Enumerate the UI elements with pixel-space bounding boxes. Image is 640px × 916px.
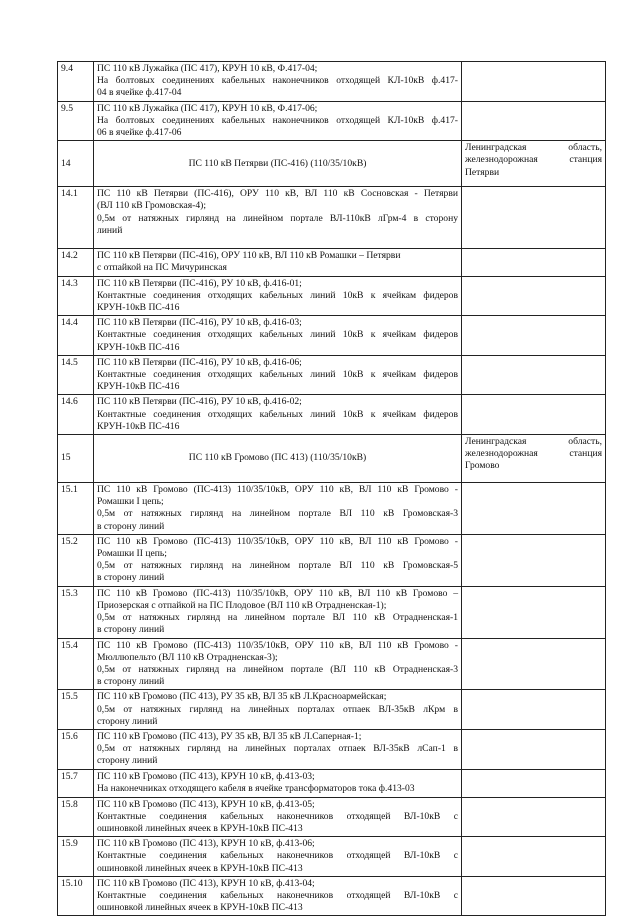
- description-line: Контактные соединения отходящих кабельных линий 10кВ к ячейкам фидеров: [97, 329, 458, 341]
- row-location: [462, 837, 606, 877]
- row-location: [462, 276, 606, 316]
- description-line: На болтовых соединениях кабельных наконечников отходящей КЛ-10кВ ф.417-: [97, 114, 458, 126]
- row-description: [94, 316, 462, 356]
- location-line: железнодорожная станция: [465, 154, 602, 166]
- row-number: 14.6: [58, 395, 94, 435]
- table-row: [58, 276, 606, 316]
- table-row: [58, 395, 606, 435]
- table-row: [58, 62, 606, 102]
- row-number: 15.8: [58, 797, 94, 837]
- table-body: [58, 62, 606, 916]
- row-description: [94, 534, 462, 586]
- description-line: Контактные соединения кабельных наконечников отходящей ВЛ-10кВ с: [97, 850, 458, 862]
- description-line: ПС 110 кВ Громово (ПС-413) 110/35/10кВ, ОРУ 110 кВ, ВЛ 110 кВ Громово -: [97, 639, 458, 651]
- row-number: 15.7: [58, 769, 94, 797]
- row-location: [462, 483, 606, 535]
- description-line: ошиновкой линейных ячеек в КРУН-10кВ ПС-413: [97, 862, 303, 874]
- description-line: линий: [97, 224, 123, 236]
- row-number: 15.9: [58, 837, 94, 877]
- description-line: Контактные соединения отходящих кабельных линий 10кВ к ячейкам фидеров: [97, 289, 458, 301]
- description-line: КРУН-10кВ ПС-416: [97, 420, 180, 432]
- substation-table: [57, 61, 606, 916]
- row-location: [462, 876, 606, 916]
- description-line: ПС 110 кВ Громово (ПС 413), КРУН 10 кВ, ф.413-05;: [97, 798, 315, 810]
- row-location: [462, 690, 606, 730]
- description-line: 0,5м от натяжных гирлянд на линейных порталах отпаек ВЛ-35кВ лКрм в: [97, 703, 458, 715]
- description-line: в сторону линий: [97, 572, 165, 584]
- description-line: в сторону линий: [97, 624, 165, 636]
- description-line: Контактные соединения кабельных наконечников отходящей ВЛ-10кВ с: [97, 889, 458, 901]
- description-line: ПС 110 кВ Громово (ПС 413), РУ 35 кВ, ВЛ 35 кВ Л.Красноармейская;: [97, 691, 387, 703]
- row-number: 15.5: [58, 690, 94, 730]
- row-description: [94, 187, 462, 249]
- row-number: 14.1: [58, 187, 94, 249]
- row-number: 15.6: [58, 729, 94, 769]
- row-location: [462, 586, 606, 638]
- description-line: ПС 110 кВ Громово (ПС 413), КРУН 10 кВ, ф.413-06;: [97, 838, 315, 850]
- description-line: 0,5м от натяжных гирлянд на линейных порталах отпаек ВЛ-35кВ лСап-1 в: [97, 743, 458, 755]
- description-line: Ромашки II цепь;: [97, 548, 167, 560]
- description-line: ПС 110 кВ Петярви (ПС-416) (110/35/10кВ): [188, 157, 367, 169]
- row-location: [462, 435, 606, 483]
- row-description: [94, 876, 462, 916]
- description-line: сторону линий: [97, 755, 158, 767]
- table-row: [58, 638, 606, 690]
- row-description: [94, 62, 462, 102]
- description-line: в сторону линий: [97, 676, 165, 688]
- row-description: [94, 837, 462, 877]
- table-row: [58, 483, 606, 535]
- row-location: [462, 769, 606, 797]
- table-row: [58, 316, 606, 356]
- row-number: 15.4: [58, 638, 94, 690]
- description-line: На болтовых соединениях кабельных наконечников отходящей КЛ-10кВ ф.417-: [97, 75, 458, 87]
- table-row: [58, 797, 606, 837]
- description-line: ПС 110 кВ Громово (ПС 413), РУ 35 кВ, ВЛ 35 кВ Л.Саперная-1;: [97, 730, 362, 742]
- table-row: [58, 534, 606, 586]
- description-line: ПС 110 кВ Громово (ПС-413) 110/35/10кВ, ОРУ 110 кВ, ВЛ 110 кВ Громово -: [97, 535, 458, 547]
- row-location: [462, 638, 606, 690]
- description-line: ПС 110 кВ Громово (ПС 413), КРУН 10 кВ, ф.413-04;: [97, 877, 315, 889]
- table-row: [58, 355, 606, 395]
- row-description: [94, 483, 462, 535]
- location-line: Громово: [465, 460, 500, 472]
- description-line: ПС 110 кВ Петярви (ПС-416), РУ 10 кВ, ф.416-06;: [97, 356, 302, 368]
- row-location: [462, 797, 606, 837]
- row-description: [94, 355, 462, 395]
- row-number: 15.3: [58, 586, 94, 638]
- description-line: Контактные соединения кабельных наконечников отходящей ВЛ-10кВ с: [97, 810, 458, 822]
- description-line: ПС 110 кВ Петярви (ПС-416), РУ 10 кВ, ф.416-02;: [97, 396, 302, 408]
- row-location: [462, 729, 606, 769]
- location-line: железнодорожная станция: [465, 448, 602, 460]
- row-description: [94, 101, 462, 141]
- row-description: [94, 141, 462, 187]
- row-location: [462, 187, 606, 249]
- description-line: КРУН-10кВ ПС-416: [97, 302, 180, 314]
- description-line: ПС 110 кВ Петярви (ПС-416), РУ 10 кВ, ф.416-03;: [97, 317, 302, 329]
- description-line: ошиновкой линейных ячеек в КРУН-10кВ ПС-413: [97, 822, 303, 834]
- description-line: ошиновкой линейных ячеек в КРУН-10кВ ПС-413: [97, 902, 303, 914]
- table-row: [58, 249, 606, 276]
- table-row: [58, 690, 606, 730]
- row-description: [94, 729, 462, 769]
- table-row: [58, 876, 606, 916]
- description-line: Контактные соединения отходящих кабельных линий 10кВ к ячейкам фидеров: [97, 408, 458, 420]
- row-description: [94, 690, 462, 730]
- description-line: Ромашки I цепь;: [97, 496, 164, 508]
- section-row: [58, 141, 606, 187]
- description-line: ПС 110 кВ Петярви (ПС-416), ОРУ 110 кВ, ВЛ 110 кВ Сосновская - Петярви: [97, 188, 458, 200]
- row-location: [462, 316, 606, 356]
- description-line: Контактные соединения отходящих кабельных линий 10кВ к ячейкам фидеров: [97, 369, 458, 381]
- description-line: ПС 110 кВ Громово (ПС 413) (110/35/10кВ): [188, 452, 367, 464]
- row-description: [94, 769, 462, 797]
- row-description: [94, 276, 462, 316]
- description-line: Мюллюпельто (ВЛ 110 кВ Отрадненская-3);: [97, 651, 278, 663]
- description-line: Приозерская с отпайкой на ПС Плодовое (ВЛ 110 кВ Отрадненская-1);: [97, 599, 387, 611]
- description-line: 06 в ячейке ф.417-06: [97, 127, 182, 139]
- description-line: КРУН-10кВ ПС-416: [97, 341, 180, 353]
- row-description: [94, 586, 462, 638]
- row-location: [462, 395, 606, 435]
- row-number: 15: [58, 435, 94, 483]
- description-line: 04 в ячейке ф.417-04: [97, 87, 182, 99]
- row-number: 14.2: [58, 249, 94, 276]
- row-description: [94, 435, 462, 483]
- row-location: [462, 534, 606, 586]
- table-row: [58, 729, 606, 769]
- row-location: [462, 355, 606, 395]
- table-row: [58, 769, 606, 797]
- row-number: 15.2: [58, 534, 94, 586]
- description-line: ПС 110 кВ Петярви (ПС-416), РУ 10 кВ, ф.416-01;: [97, 277, 302, 289]
- row-location: [462, 141, 606, 187]
- table-row: [58, 187, 606, 249]
- description-line: ПС 110 кВ Громово (ПС-413) 110/35/10кВ, ОРУ 110 кВ, ВЛ 110 кВ Громово –: [97, 587, 458, 599]
- row-number: 14.4: [58, 316, 94, 356]
- row-description: [94, 249, 462, 276]
- location-line: Ленинградская область,: [465, 142, 602, 154]
- row-location: [462, 249, 606, 276]
- row-description: [94, 638, 462, 690]
- row-number: 14.3: [58, 276, 94, 316]
- description-line: КРУН-10кВ ПС-416: [97, 381, 180, 393]
- description-line: 0,5м от натяжных гирлянд на линейном портале (ВЛ 110 кВ Отрадненская-3: [97, 663, 458, 675]
- description-line: 0,5м от натяжных гирлянд на линейном портале ВЛ 110 кВ Отрадненская-1: [97, 612, 458, 624]
- description-line: с отпайкой на ПС Мичуринская: [97, 262, 227, 274]
- row-number: 9.5: [58, 101, 94, 141]
- row-description: [94, 797, 462, 837]
- table-row: [58, 586, 606, 638]
- description-line: ПС 110 кВ Лужайка (ПС 417), КРУН 10 кВ, Ф.417-04;: [97, 63, 318, 74]
- section-row: [58, 435, 606, 483]
- row-number: 14: [58, 141, 94, 187]
- description-line: 0,5м от натяжных гирлянд на линейном портале ВЛ 110 кВ Громовская-3: [97, 508, 458, 520]
- description-line: На наконечниках отходящего кабеля в ячейке трансформаторов тока ф.413-03: [97, 782, 415, 794]
- description-line: сторону линий: [97, 715, 158, 727]
- description-line: ПС 110 кВ Лужайка (ПС 417), КРУН 10 кВ, Ф.417-06;: [97, 102, 318, 114]
- table-row: [58, 837, 606, 877]
- row-location: [462, 62, 606, 102]
- row-number: 9.4: [58, 62, 94, 102]
- description-line: ПС 110 кВ Петярви (ПС-416), ОРУ 110 кВ, ВЛ 110 кВ Ромашки – Петярви: [97, 250, 401, 262]
- description-line: 0,5м от натяжных гирлянд на линейном портале ВЛ 110 кВ Громовская-5: [97, 560, 458, 572]
- description-line: (ВЛ 110 кВ Громовская-4);: [97, 200, 207, 212]
- row-number: 14.5: [58, 355, 94, 395]
- row-location: [462, 101, 606, 141]
- row-description: [94, 395, 462, 435]
- location-line: Ленинградская область,: [465, 436, 602, 448]
- description-line: в сторону линий: [97, 520, 165, 532]
- table-row: [58, 101, 606, 141]
- description-line: 0,5м от натяжных гирлянд на линейном портале ВЛ-110кВ лГрм-4 в сторону: [97, 212, 458, 224]
- description-line: ПС 110 кВ Громово (ПС 413), КРУН 10 кВ, ф.413-03;: [97, 770, 315, 782]
- location-line: Петярви: [465, 166, 500, 178]
- row-number: 15.10: [58, 876, 94, 916]
- description-line: ПС 110 кВ Громово (ПС-413) 110/35/10кВ, ОРУ 110 кВ, ВЛ 110 кВ Громово -: [97, 484, 458, 496]
- row-number: 15.1: [58, 483, 94, 535]
